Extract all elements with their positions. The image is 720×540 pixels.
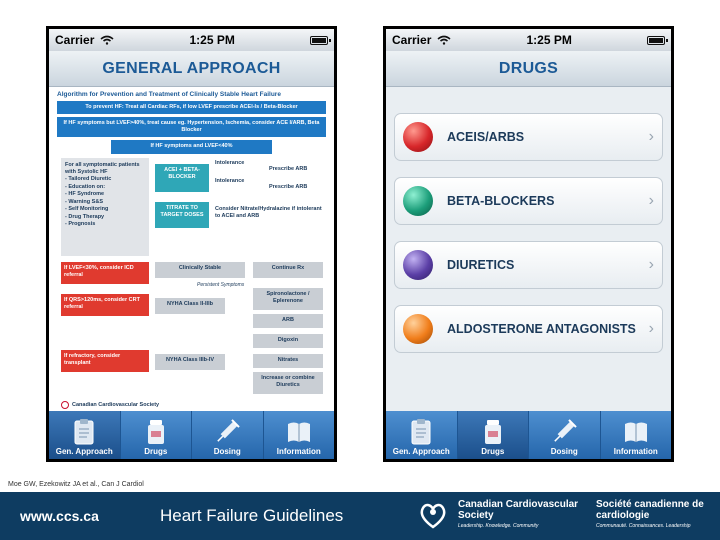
orange-orb-icon: [403, 314, 433, 344]
icd-referral-box: If LVEF<30%, consider ICD referral: [61, 262, 149, 284]
algorithm-figure[interactable]: [49, 87, 334, 411]
purple-orb-icon: [403, 250, 433, 280]
preserved-ef-box: If HF symptoms but LVEF>40%, treat cause eg. Hypertension, Ischemia, consider ACE I/ARB, Beta Blocker: [57, 117, 326, 137]
continue-rx-box: Continue Rx: [253, 262, 323, 278]
org-name-en: Canadian Cardiovascular Society: [458, 499, 579, 521]
citation: Moe GW, Ezekowitz JA et al., Can J Cardiol: [8, 481, 144, 488]
battery-icon: [647, 36, 665, 45]
tab-dosing[interactable]: [192, 411, 264, 459]
panel-line: - Education on:: [65, 183, 106, 190]
chevron-right-icon: ›: [648, 192, 654, 209]
ccs-logo-icon: [61, 401, 69, 409]
chevron-right-icon: ›: [648, 128, 654, 145]
org-tagline-fr: Communauté. Connaissances. Leadership: [596, 523, 691, 529]
tab-label: Drugs: [481, 447, 505, 456]
tab-label: Information: [276, 447, 321, 456]
footer-title: Heart Failure Guidelines: [160, 506, 344, 525]
status-bar: [386, 29, 671, 51]
panel-line: - Tailored Diuretic: [65, 176, 112, 183]
carrier-label: Carrier: [392, 33, 432, 47]
panel-line: - HF Syndrome: [65, 191, 105, 198]
drug-label: ACEIS/ARBS: [447, 130, 525, 144]
battery-icon: [310, 36, 328, 45]
status-bar: [49, 29, 334, 51]
drug-label: BETA-BLOCKERS: [447, 194, 555, 208]
nav-title-bar: [49, 51, 334, 87]
panel-line: - Warning S&S: [65, 198, 103, 205]
panel-line: - Prognosis: [65, 220, 96, 227]
nitrate-label: Consider Nitrate/Hydralazine if intolerant to ACEI and ARB: [215, 205, 322, 219]
nitrates-box: Nitrates: [253, 354, 323, 368]
intolerance-label: Intolerance: [215, 177, 245, 184]
arb-label: Prescribe ARB: [269, 165, 308, 172]
drug-item-aldosterone-antagonists[interactable]: [394, 305, 663, 353]
carrier-label: Carrier: [55, 33, 95, 47]
red-orb-icon: [403, 122, 433, 152]
crt-referral-box: If QRS>120ms, consider CRT referral: [61, 294, 149, 316]
titrate-box: TITRATE TO TARGET DOSES: [155, 202, 209, 228]
tab-label: Drugs: [144, 447, 168, 456]
book-icon: [286, 418, 312, 446]
clipboard-icon: [408, 418, 434, 446]
ccs-heart-logo-icon: [418, 500, 448, 530]
tab-gen-approach[interactable]: [49, 411, 121, 459]
tab-drugs[interactable]: [458, 411, 530, 459]
tab-label: Dosing: [213, 447, 241, 456]
panel-line: For all symptomatic patients with Systolic HF: [65, 161, 140, 175]
phone-screen: [49, 29, 334, 459]
pill-bottle-icon: [143, 418, 169, 446]
tab-bar: [49, 411, 334, 459]
drug-item-diuretics[interactable]: [394, 241, 663, 289]
phone-general-approach: [46, 26, 337, 462]
tab-label: Gen. Approach: [55, 447, 113, 456]
pill-bottle-icon: [480, 418, 506, 446]
prevention-box: To prevent HF: Treat all Cardiac RFs, if low LVEF prescribe ACEI-Is / Beta-Blocker: [57, 101, 326, 114]
tab-label: Gen. Approach: [392, 447, 450, 456]
arb-box: ARB: [253, 314, 323, 328]
drug-item-aceis-arbs[interactable]: [394, 113, 663, 161]
green-orb-icon: [403, 186, 433, 216]
nav-title-bar: [386, 51, 671, 87]
page-title: DRUGS: [498, 59, 559, 77]
tab-gen-approach[interactable]: [386, 411, 458, 459]
algorithm-flow: [57, 158, 326, 398]
org-tagline-en: Leadership. Knowledge. Community: [458, 523, 539, 529]
nyha-2-3-box: NYHA Class II-IIIb: [155, 298, 225, 314]
wifi-icon: [100, 35, 114, 45]
tab-information[interactable]: [601, 411, 672, 459]
wifi-icon: [437, 35, 451, 45]
website-link[interactable]: www.ccs.ca: [20, 508, 99, 524]
transplant-box: If refractory, consider transplant: [61, 350, 149, 372]
tab-bar: [386, 411, 671, 459]
clipboard-icon: [71, 418, 97, 446]
nyha-3-4-box: NYHA Class IIIb-IV: [155, 354, 225, 370]
tab-label: Dosing: [550, 447, 578, 456]
society-credit: [61, 401, 159, 409]
panel-line: - Drug Therapy: [65, 213, 105, 220]
drug-item-beta-blockers[interactable]: [394, 177, 663, 225]
drug-label: DIURETICS: [447, 258, 515, 272]
phone-screen: [386, 29, 671, 459]
book-icon: [623, 418, 649, 446]
persistent-symptoms-label: Persistent Symptoms: [197, 281, 245, 288]
tab-dosing[interactable]: [529, 411, 601, 459]
intolerance-label: Intolerance: [215, 159, 245, 166]
syringe-icon: [551, 418, 577, 446]
clinically-stable-box: Clinically Stable: [155, 262, 245, 278]
digoxin-box: Digoxin: [253, 334, 323, 348]
panel-line: - Self Monitoring: [65, 206, 109, 213]
drug-label: ALDOSTERONE ANTAGONISTS: [447, 322, 636, 336]
page-title: GENERAL APPROACH: [102, 59, 281, 77]
increase-diuretics-box: Increase or combine Diuretics: [253, 372, 323, 394]
footer-bar: [0, 492, 720, 540]
patient-care-panel: [61, 158, 149, 256]
org-name-fr: Société canadienne de cardiologie: [596, 499, 704, 521]
drug-list: [386, 87, 671, 411]
chevron-right-icon: ›: [648, 320, 654, 337]
phone-drugs: [383, 26, 674, 462]
arb-label: Prescribe ARB: [269, 183, 308, 190]
syringe-icon: [214, 418, 240, 446]
acei-box: ACEI + BETA-BLOCKER: [155, 164, 209, 192]
reduced-ef-box: If HF symptoms and LVEF<40%: [111, 140, 272, 153]
tab-label: Information: [613, 447, 658, 456]
algorithm-title: Algorithm for Prevention and Treatment of Clinically Stable Heart Failure: [57, 91, 281, 98]
clock: 1:25 PM: [526, 33, 572, 47]
clock: 1:25 PM: [189, 33, 235, 47]
tab-drugs[interactable]: [121, 411, 193, 459]
tab-information[interactable]: [264, 411, 335, 459]
chevron-right-icon: ›: [648, 256, 654, 273]
spironolactone-box: Spironolactone / Eplerenone: [253, 288, 323, 310]
society-name: Canadian Cardiovascular Society: [72, 402, 160, 408]
org-english: [458, 500, 590, 529]
org-french: [596, 500, 708, 529]
